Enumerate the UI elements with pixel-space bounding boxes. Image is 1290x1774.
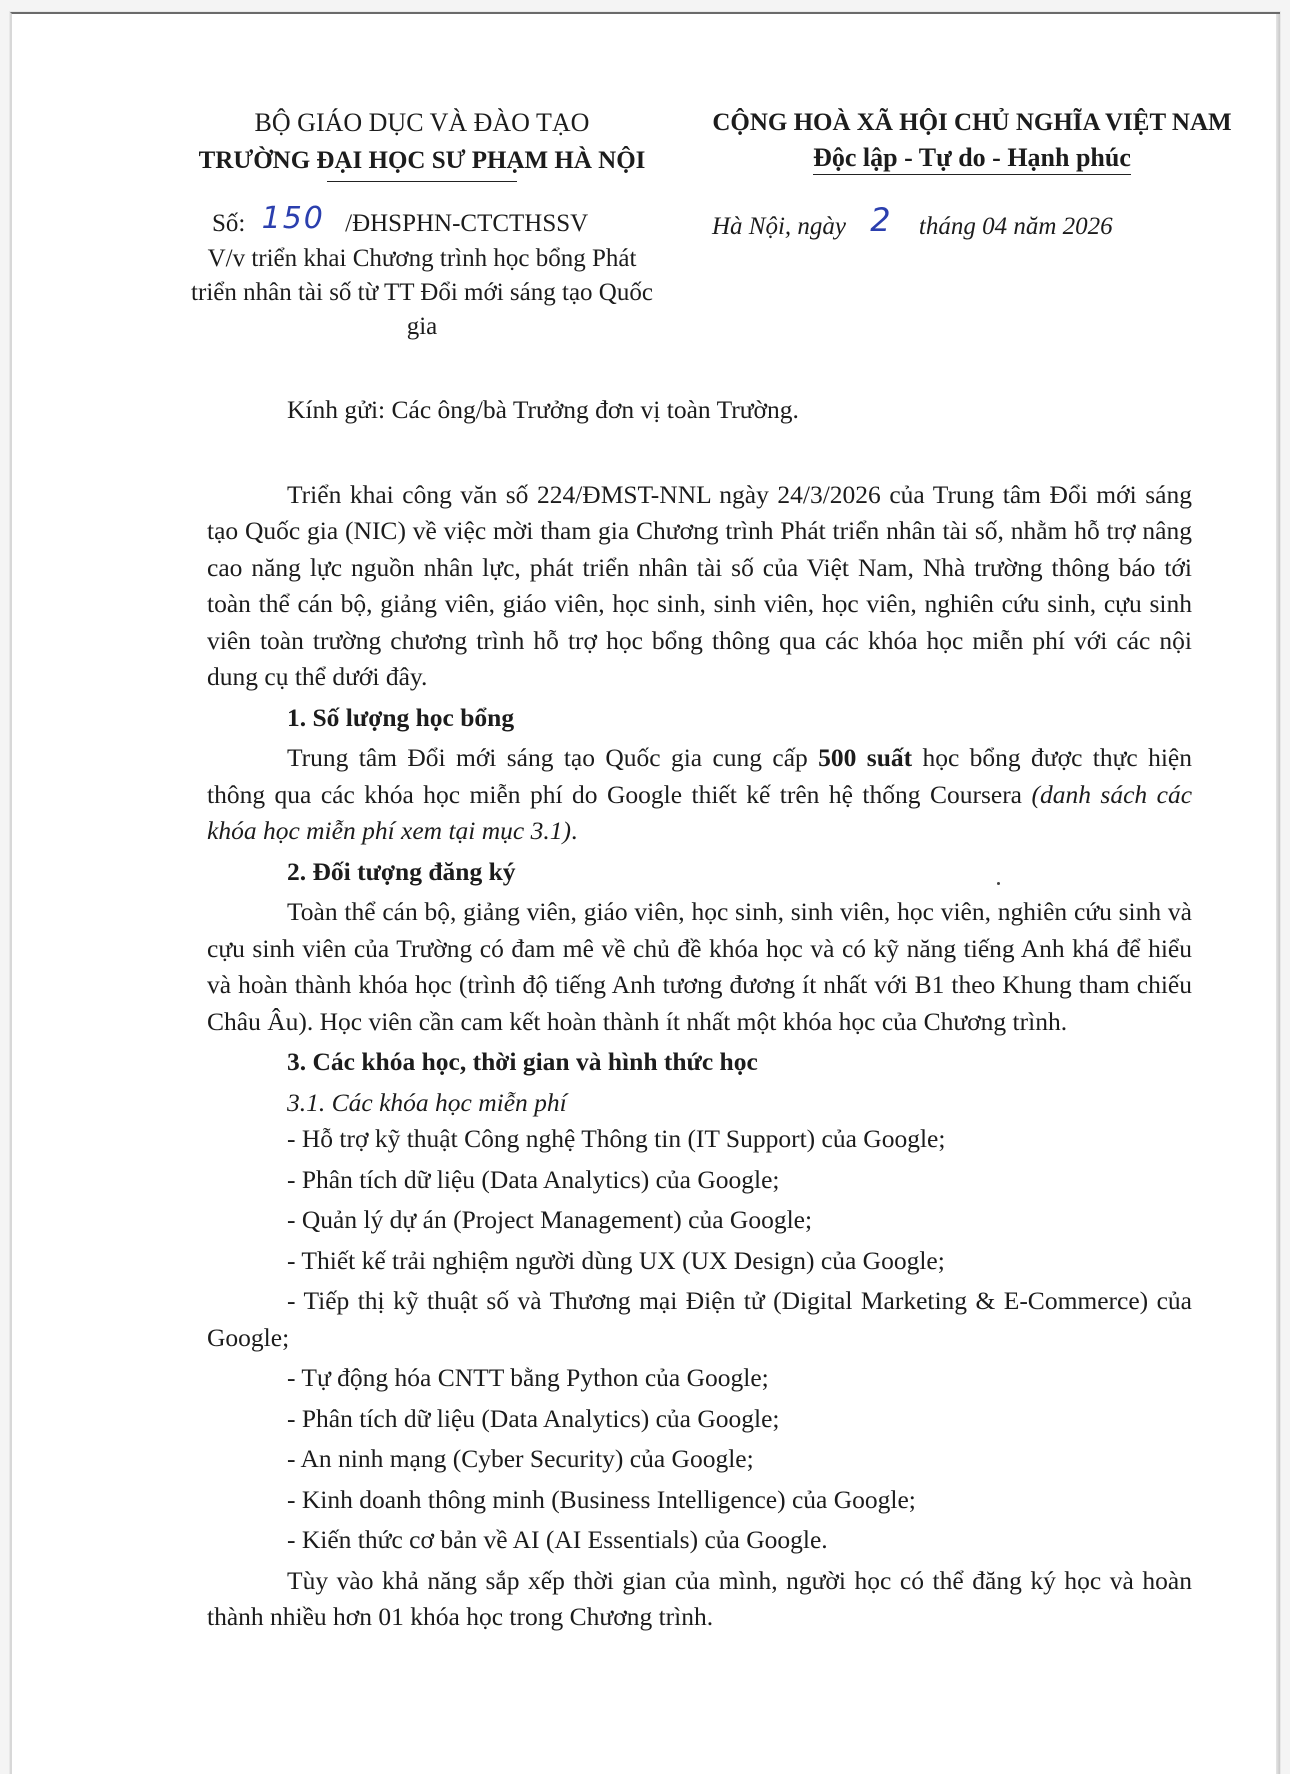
national-header <box>692 104 1252 181</box>
number-prefix: Số: <box>212 210 246 237</box>
section-3-1-heading: 3.1. Các khóa học miễn phí <box>287 1087 567 1117</box>
section-1-end: . <box>571 816 578 845</box>
course-item: - Tự động hóa CNTT bằng Python của Google; <box>287 1363 769 1392</box>
document-subject: V/v triển khai Chương trình học bổng Phát triển nhân tài số từ TT Đổi mới sáng tạo Quốc gia <box>191 245 653 340</box>
course-item: - Kinh doanh thông minh (Business Intelligence) của Google; <box>287 1484 916 1514</box>
place-date <box>712 201 1113 242</box>
section-1-text-b: học bổng được thực hiện thông qua các khóa học miễn phí do Google thiết kế trên hệ thống Coursera <box>207 743 1192 809</box>
section-1-paragraph <box>207 740 1192 850</box>
page-edge <box>1276 14 1280 1774</box>
issuer-header <box>182 104 662 182</box>
school-name: TRƯỜNG ĐẠI HỌC SƯ PHẠM HÀ NỘI <box>198 147 646 174</box>
document-number <box>212 201 589 239</box>
course-item: - Kiến thức cơ bản về AI (AI Essentials) của Google. <box>287 1525 828 1554</box>
date-suffix: tháng 04 năm 2026 <box>918 213 1113 240</box>
section-1-text-a: Trung tâm Đổi mới sáng tạo Quốc gia cung cấp <box>287 743 808 772</box>
recipient-line: Kính gửi: Các ông/bà Trưởng đơn vị toàn Trường. <box>287 395 799 424</box>
national-motto: Độc lập - Tự do - Hạnh phúc <box>813 142 1131 175</box>
handwritten-number: 150 <box>261 201 325 236</box>
document-page <box>10 12 1280 1774</box>
course-item: - Thiết kế trải nghiệm người dùng UX (UX Design) của Google; <box>287 1245 945 1275</box>
section-1-note: (danh sách các khóa học miễn phí xem tại mục 3.1) <box>207 779 1193 845</box>
section-3-heading: 3. Các khóa học, thời gian và hình thức học <box>287 1047 758 1076</box>
school-underline <box>327 181 517 182</box>
section-2-heading: 2. Đối tượng đăng ký <box>287 856 516 886</box>
scholarship-count: 500 suất <box>818 743 913 772</box>
document-body <box>207 392 1192 1636</box>
course-item: - Phân tích dữ liệu (Data Analytics) của Google; <box>287 1403 780 1433</box>
course-item: - An ninh mạng (Cyber Security) của Google; <box>287 1444 754 1473</box>
course-item: - Phân tích dữ liệu (Data Analytics) của Google; <box>287 1164 780 1194</box>
course-item: - Tiếp thị kỹ thuật số và Thương mại Điện tử (Digital Marketing & E-Commerce) của Google; <box>207 1286 1192 1352</box>
course-item: - Hỗ trợ kỹ thuật Công nghệ Thông tin (IT Support) của Google; <box>287 1124 946 1153</box>
section-2-paragraph: Toàn thể cán bộ, giảng viên, giáo viên, học sinh, sinh viên, học viên, nghiên cứu sinh và cựu sinh viên của Trường có đam mê về chủ đề khóa học và có kỹ năng tiếng Anh khá để hiểu và hoàn thành khóa học (trình độ tiếng Anh tương đương ít nhất với B1 theo Khung tham chiếu Châu Âu). Học viên cần cam kết hoàn thành ít nhất một khóa học của Chương trình. <box>207 897 1192 1036</box>
ministry-name: BỘ GIÁO DỤC VÀ ĐÀO TẠO <box>254 108 590 137</box>
section-1-heading: 1. Số lượng học bổng <box>287 702 515 732</box>
closing-paragraph: Tùy vào khả năng sắp xếp thời gian của mình, người học có thể đăng ký học và hoàn thành nhiều hơn 01 khóa học trong Chương trình. <box>207 1565 1192 1631</box>
number-suffix: /ĐHSPHN-CTCTHSSV <box>345 210 589 237</box>
intro-paragraph: Triển khai công văn số 224/ĐMST-NNL ngày 24/3/2026 của Trung tâm Đổi mới sáng tạo Quốc gia (NIC) về việc mời tham gia Chương trình Phát triển nhân tài số, nhằm hỗ trợ nâng cao năng lực nguồn nhân lực, phát triển nhân tài số của Việt Nam, Nhà trường thông báo tới toàn thể cán bộ, giảng viên, giáo viên, học sinh, sinh viên, học viên, nghiên cứu sinh, cựu sinh viên toàn trường chương trình hỗ trợ học bổng thông qua các khóa học miễn phí với các nội dung cụ thể dưới đây. <box>207 479 1192 691</box>
place-prefix: Hà Nội, ngày <box>712 213 847 240</box>
republic-name: CỘNG HOÀ XÃ HỘI CHỦ NGHĨA VIỆT NAM <box>712 109 1232 136</box>
handwritten-day: 2 <box>870 201 893 239</box>
course-item: - Quản lý dự án (Project Management) của Google; <box>287 1205 813 1234</box>
